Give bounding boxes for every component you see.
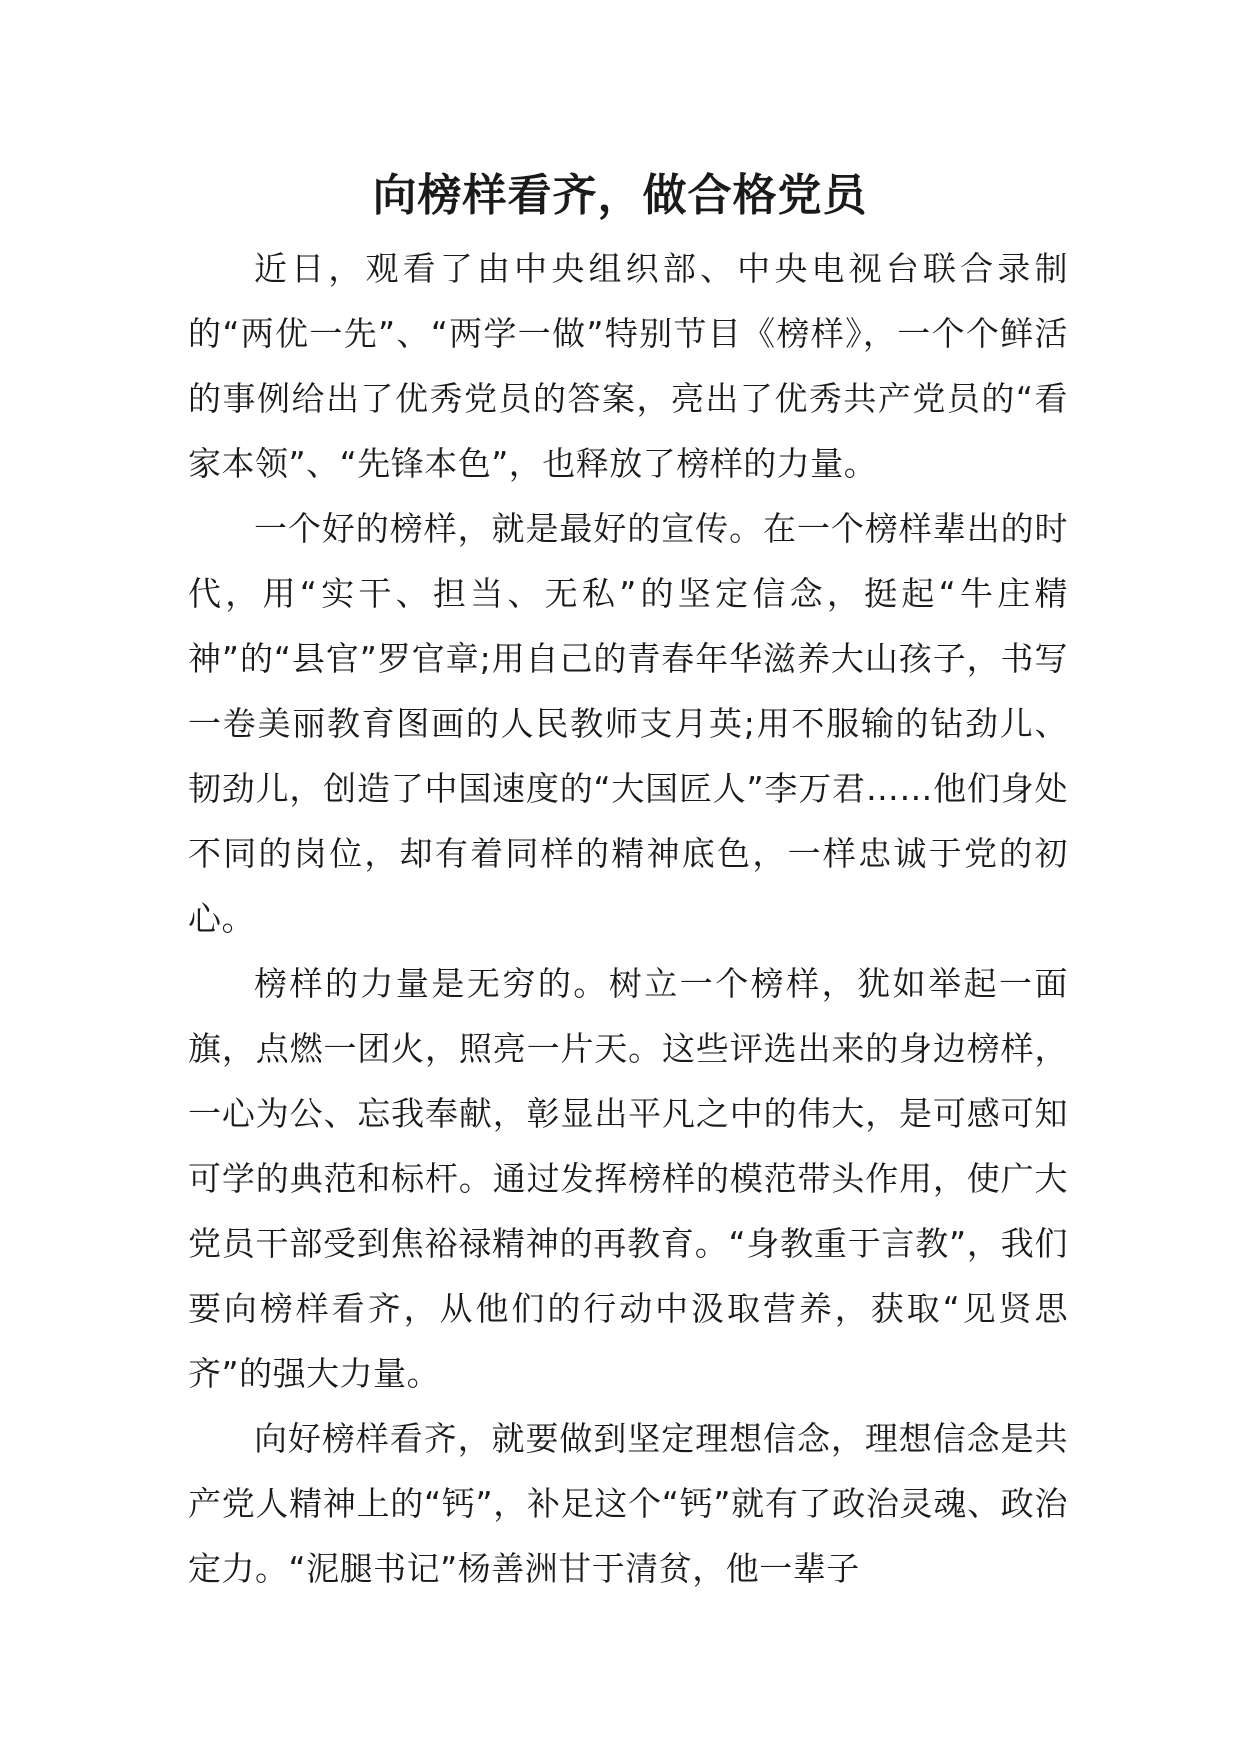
paragraph-3: 榜样的力量是无穷的。树立一个榜样，犹如举起一面旗，点燃一团火，照亮一片天。这些评选出来的身边榜样，一心为公、忘我奉献，彰显出平凡之中的伟大，是可感可知可学的典范和标杆。通过发挥榜样的模范带头作用，使广大党员干部受到焦裕禄精神的再教育。“身教重于言教”，我们要向榜样看齐，从他们的行动中汲取营养，获取“见贤思齐”的强大力量。 bbox=[188, 964, 1068, 1393]
document-title: 向榜样看齐，做合格党员 bbox=[372, 170, 868, 221]
document-body bbox=[188, 236, 1068, 1601]
paragraph-2: 一个好的榜样，就是最好的宣传。在一个榜样辈出的时代，用“实干、担当、无私”的坚定信念，挺起“牛庄精神”的“县官”罗官章;用自己的青春年华滋养大山孩子，书写一卷美丽教育图画的人民教师支月英;用不服输的钻劲儿、韧劲儿，创造了中国速度的“大国匠人”李万君……他们身处不同的岗位，却有着同样的精神底色，一样忠诚于党的初心。 bbox=[188, 509, 1068, 938]
paragraph-4: 向好榜样看齐，就要做到坚定理想信念，理想信念是共产党人精神上的“钙”，补足这个“钙”就有了政治灵魂、政治定力。“泥腿书记”杨善洲甘于清贫，他一辈子 bbox=[188, 1419, 1068, 1588]
paragraph-1: 近日，观看了由中央组织部、中央电视台联合录制的“两优一先”、“两学一做”特别节目《榜样》，一个个鲜活的事例给出了优秀党员的答案，亮出了优秀共产党员的“看家本领”、“先锋本色”，也释放了榜样的力量。 bbox=[188, 249, 1068, 483]
